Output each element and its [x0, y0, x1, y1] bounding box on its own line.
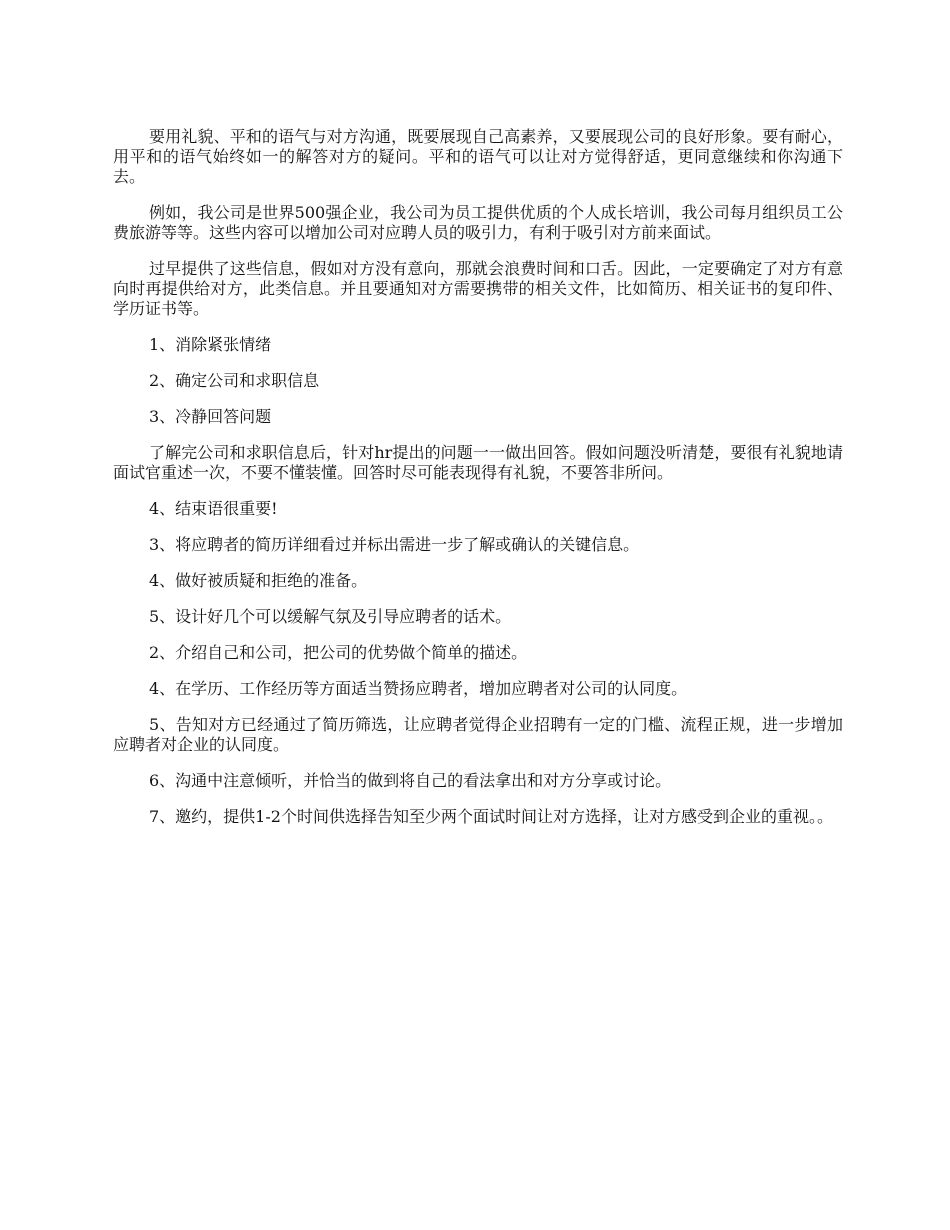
list-item-listen: 6、沟通中注意倾听，并恰当的做到将自己的看法拿出和对方分享或讨论。	[149, 771, 672, 790]
list-item-invitation: 7、邀约，提供1-2个时间供选择告知至少两个面试时间让对方选择，让对方感受到企业的重视。。	[149, 807, 833, 826]
list-item-screening-passed: 5、告知对方已经通过了简历筛选，让应聘者觉得企业招聘有一定的门槛、流程正规，进一步增加应聘者对企业的认同度。	[113, 715, 843, 754]
list-item-confirm-info: 2、确定公司和求职信息	[149, 371, 320, 390]
paragraph-answering: 了解完公司和求职信息后，针对hr提出的问题一一做出回答。假如问题没听清楚，要很有礼貌地请面试官重述一次，不要不懂装懂。回答时尽可能表现得有礼貌，不要答非所问。	[113, 443, 843, 482]
document-body	[113, 127, 843, 843]
list-item-answer-calmly: 3、冷静回答问题	[149, 407, 272, 426]
list-item-scripts: 5、设计好几个可以缓解气氛及引导应聘者的话术。	[149, 607, 512, 626]
paragraph-intro-tone: 要用礼貌、平和的语气与对方沟通，既要展现自己高素养，又要展现公司的良好形象。要有耐心，用平和的语气始终如一的解答对方的疑问。平和的语气可以让对方觉得舒适，更同意继续和你沟通下去。	[113, 127, 843, 186]
list-item-relax: 1、消除紧张情绪	[149, 335, 272, 354]
list-item-closing: 4、结束语很重要!	[149, 499, 278, 518]
list-item-review-resume: 3、将应聘者的简历详细看过并标出需进一步了解或确认的关键信息。	[149, 535, 640, 554]
paragraph-example: 例如，我公司是世界500强企业，我公司为员工提供优质的个人成长培训，我公司每月组织员工公费旅游等等。这些内容可以增加公司对应聘人员的吸引力，有利于吸引对方前来面试。	[113, 203, 843, 242]
list-item-prepare-rejection: 4、做好被质疑和拒绝的准备。	[149, 571, 368, 590]
list-item-introduce: 2、介绍自己和公司，把公司的优势做个简单的描述。	[149, 643, 528, 662]
paragraph-timing: 过早提供了这些信息，假如对方没有意向，那就会浪费时间和口舌。因此，一定要确定了对方有意向时再提供给对方，此类信息。并且要通知对方需要携带的相关文件，比如简历、相关证书的复印件、学历证书等。	[113, 259, 843, 318]
list-item-praise: 4、在学历、工作经历等方面适当赞扬应聘者，增加应聘者对公司的认同度。	[149, 679, 688, 698]
